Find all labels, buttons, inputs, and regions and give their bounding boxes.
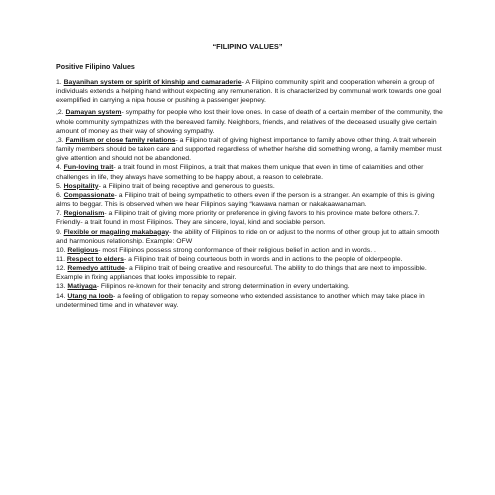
value-term: Remedyo attitude <box>67 265 125 273</box>
list-item <box>56 264 444 282</box>
value-description: - Filipinos re-known for their tenacity and strong determination in every undertaking. <box>96 283 350 291</box>
list-item <box>56 78 444 105</box>
list-item <box>56 191 444 209</box>
list-item <box>56 255 444 264</box>
list-item <box>56 163 444 181</box>
value-description: - a Filipino trait of giving more priority or preference in giving favors to his province mate before others.7. Friendly- a trait found in most Filipinos. They are sincere, loyal, kind and sociable person. <box>56 210 420 227</box>
value-description: - A Filipino community spirit and cooperation wherein a group of individuals extends a helping hand without expecting any remuneration. It is characterized by communal work towards one goal exemplified in carrying a nipa house or pushing a passenger jeepney. <box>56 79 441 105</box>
value-term: Utang na loob <box>67 292 114 300</box>
list-item <box>56 292 444 310</box>
item-number: 14. <box>56 292 68 300</box>
value-description: - a feeling of obligation to repay someone who extended assistance to another which may take place in undetermined time and in whatever way. <box>56 292 425 309</box>
value-description: - sympathy for people who lost their love ones. In case of death of a certain member of the community, the whole community sympathizes with the bereaved family. Neighbors, friends, and relatives of the deceased usually give certain amount of money as their way of showing sympathy. <box>56 109 443 135</box>
item-number: ,2. <box>56 109 66 117</box>
value-term: Compassionate <box>63 191 115 199</box>
value-description: - a trait found in most Filipinos, a trait that makes them unique that even in time of calamities and other challenges in life, they always have something to be happy about, a reason to celebrate. <box>56 164 424 181</box>
section-heading: Positive Filipino Values <box>56 63 135 71</box>
list-item <box>56 182 444 191</box>
item-number: 13. <box>56 283 68 291</box>
item-number: 1. <box>56 79 64 86</box>
value-term: Bayanihan system or spirit of kinship and camaraderie <box>63 79 242 86</box>
item-number: ,3. <box>56 136 66 144</box>
value-description: - a Filipino trait of being creative and resourceful. The ability to do things that are next to impossible. Example in fixing appliances that looks impossible to repair. <box>56 265 427 282</box>
value-term: Matiyaga <box>67 283 97 291</box>
value-term: Hospitality <box>63 182 99 190</box>
value-term: Regionalism <box>63 210 105 218</box>
item-number: 10. <box>56 246 68 254</box>
item-number: 4. <box>56 164 64 172</box>
list-item <box>56 228 444 246</box>
value-term: Familism or close family relations <box>65 136 176 144</box>
item-number: 6. <box>56 191 64 199</box>
value-description: - a Filipino trait of giving highest importance to family above other thing. A trait wherein family members should be taken care and supported regardless of whether he/she did something wrong, a family member must give attention and should not be abandoned. <box>56 136 442 163</box>
value-term: Flexible or magaling makabagay <box>63 228 169 236</box>
value-description: - most Filipinos possess strong conformance of their religious belief in action and in words. . <box>98 246 376 254</box>
item-number: 5. <box>56 182 64 190</box>
list-item <box>56 246 444 255</box>
value-description: - the ability of Filipinos to ride on or adjust to the norms of other group jut to attain smooth and harmonious relationship. Example: OFW <box>56 228 440 245</box>
values-list <box>56 78 444 310</box>
value-term: Religious <box>67 246 99 254</box>
item-number: 9. <box>56 228 64 236</box>
value-description: - a Filipino trait of being courteous both in words and in actions to the people of olderpeople. <box>123 255 403 263</box>
item-number: 12. <box>56 265 68 273</box>
list-item <box>56 136 444 163</box>
list-item <box>56 108 444 135</box>
value-term: Respect to elders <box>66 255 124 263</box>
list-item <box>56 282 444 291</box>
value-term: Damayan system <box>65 109 122 117</box>
document-title: “FILIPINO VALUES” <box>212 42 283 51</box>
value-description: - a Filipino trait of being receptive and generous to guests. <box>98 182 275 190</box>
value-term: Fun-loving trait <box>63 164 114 172</box>
value-description: - a Filipino trait of being sympathetic to others even if the person is a stranger. An example of this is giving alms to beggar. This is observed when we hear Filipinos saying “kawawa naman or nakakaawanaman. <box>56 191 435 209</box>
item-number: 11. <box>56 255 67 263</box>
list-item <box>56 209 444 227</box>
item-number: 7. <box>56 210 64 218</box>
